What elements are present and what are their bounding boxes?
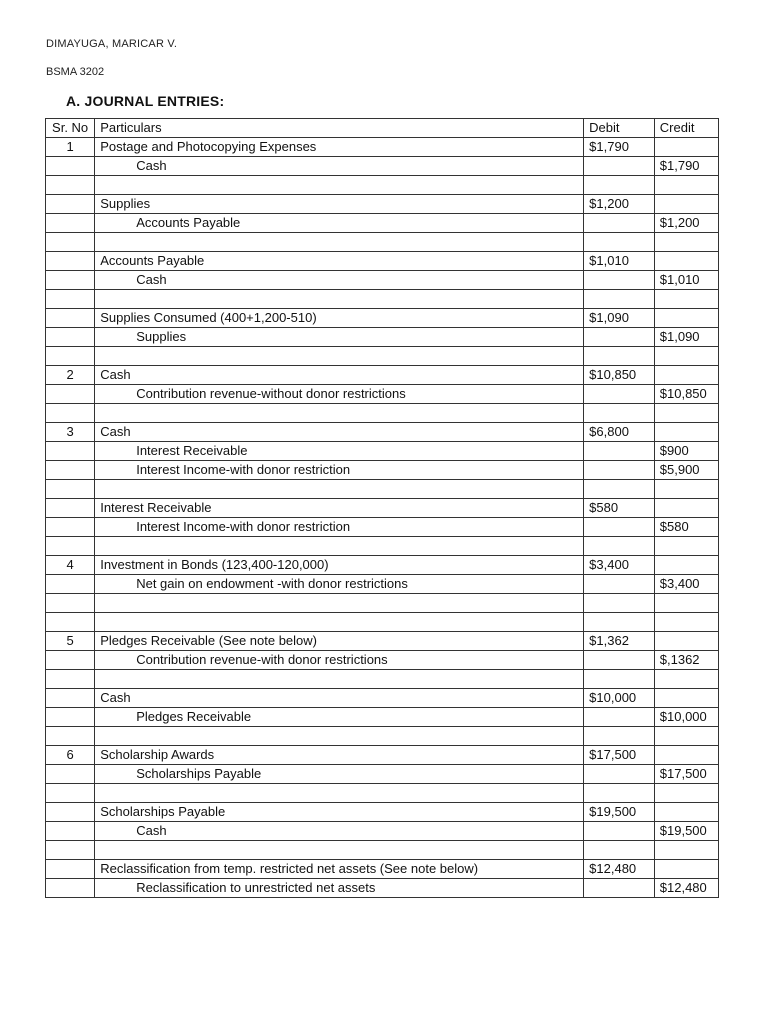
row-sr-no: [46, 822, 95, 841]
row-debit: $1,090: [584, 309, 655, 328]
header-particulars: Particulars: [95, 119, 584, 138]
particulars-text: Cash: [100, 367, 131, 382]
table-row: [46, 708, 719, 727]
particulars-text: Cash: [100, 424, 131, 439]
row-debit: [584, 613, 655, 632]
table-row: [46, 214, 719, 233]
row-sr-no: [46, 784, 95, 803]
row-credit: $1,790: [654, 157, 718, 176]
row-credit: [654, 195, 718, 214]
row-sr-no: [46, 670, 95, 689]
row-debit: [584, 290, 655, 309]
row-particulars: [95, 366, 584, 385]
row-sr-no: [46, 765, 95, 784]
row-particulars: [95, 860, 584, 879]
row-debit: [584, 461, 655, 480]
row-particulars: [95, 290, 584, 309]
row-sr-no: [46, 176, 95, 195]
row-particulars: [95, 157, 584, 176]
table-row: [46, 309, 719, 328]
row-credit: [654, 841, 718, 860]
row-debit: [584, 271, 655, 290]
row-particulars: [95, 632, 584, 651]
row-sr-no: [46, 499, 95, 518]
row-sr-no: [46, 461, 95, 480]
row-particulars: [95, 176, 584, 195]
row-credit: [654, 290, 718, 309]
row-sr-no: [46, 252, 95, 271]
table-row: [46, 613, 719, 632]
particulars-text: Interest Income-with donor restriction: [136, 519, 351, 534]
row-credit: [654, 537, 718, 556]
row-sr-no: 2: [46, 366, 95, 385]
row-credit: $12,480: [654, 879, 718, 898]
row-debit: [584, 404, 655, 423]
section-heading: A. JOURNAL ENTRIES:: [66, 93, 225, 109]
row-debit: [584, 328, 655, 347]
header-credit: Credit: [654, 119, 718, 138]
particulars-text: Pledges Receivable: [136, 709, 252, 724]
table-row: [46, 347, 719, 366]
header-row: [46, 119, 719, 138]
table-row: [46, 594, 719, 613]
row-credit: $3,400: [654, 575, 718, 594]
row-credit: [654, 746, 718, 765]
row-particulars: [95, 746, 584, 765]
row-particulars: [95, 328, 584, 347]
row-credit: [654, 556, 718, 575]
row-sr-no: [46, 575, 95, 594]
table-row: [46, 480, 719, 499]
row-debit: [584, 233, 655, 252]
row-particulars: [95, 385, 584, 404]
table-row: [46, 366, 719, 385]
row-sr-no: [46, 879, 95, 898]
row-sr-no: [46, 290, 95, 309]
row-credit: $19,500: [654, 822, 718, 841]
particulars-text: Supplies: [100, 196, 151, 211]
table-row: [46, 290, 719, 309]
row-credit: [654, 423, 718, 442]
table-row: [46, 385, 719, 404]
row-debit: [584, 518, 655, 537]
table-row: [46, 803, 719, 822]
row-debit: $19,500: [584, 803, 655, 822]
row-sr-no: [46, 727, 95, 746]
row-sr-no: [46, 480, 95, 499]
row-particulars: [95, 214, 584, 233]
row-credit: [654, 366, 718, 385]
row-debit: $1,362: [584, 632, 655, 651]
row-sr-no: [46, 271, 95, 290]
row-sr-no: [46, 233, 95, 252]
row-debit: [584, 442, 655, 461]
row-sr-no: 1: [46, 138, 95, 157]
particulars-text: Interest Receivable: [136, 443, 248, 458]
row-credit: $5,900: [654, 461, 718, 480]
table-row: [46, 423, 719, 442]
particulars-text: Scholarships Payable: [136, 766, 262, 781]
row-credit: [654, 499, 718, 518]
particulars-text: Contribution revenue-with donor restrictions: [136, 652, 388, 667]
header-sr-no: Sr. No: [46, 119, 95, 138]
table-row: [46, 404, 719, 423]
row-debit: $10,850: [584, 366, 655, 385]
journal-entries-table: [45, 118, 719, 898]
row-sr-no: [46, 860, 95, 879]
row-particulars: [95, 537, 584, 556]
row-debit: [584, 841, 655, 860]
row-credit: $1,200: [654, 214, 718, 233]
row-particulars: [95, 594, 584, 613]
particulars-text: Supplies: [136, 329, 187, 344]
row-debit: [584, 214, 655, 233]
row-debit: $1,200: [584, 195, 655, 214]
row-debit: [584, 670, 655, 689]
row-debit: $6,800: [584, 423, 655, 442]
table-row: [46, 651, 719, 670]
row-particulars: [95, 651, 584, 670]
table-row: [46, 176, 719, 195]
table-row: [46, 556, 719, 575]
row-sr-no: [46, 347, 95, 366]
row-particulars: [95, 689, 584, 708]
table-row: [46, 746, 719, 765]
row-sr-no: [46, 385, 95, 404]
table-row: [46, 499, 719, 518]
row-debit: $1,790: [584, 138, 655, 157]
row-sr-no: [46, 518, 95, 537]
particulars-text: Interest Income-with donor restriction: [136, 462, 351, 477]
row-particulars: [95, 233, 584, 252]
table-row: [46, 252, 719, 271]
row-particulars: [95, 404, 584, 423]
row-credit: [654, 347, 718, 366]
journal-body: [46, 119, 719, 898]
row-debit: $3,400: [584, 556, 655, 575]
table-row: [46, 328, 719, 347]
table-row: [46, 138, 719, 157]
row-credit: [654, 613, 718, 632]
row-debit: $580: [584, 499, 655, 518]
row-debit: $12,480: [584, 860, 655, 879]
row-particulars: [95, 784, 584, 803]
table-row: [46, 784, 719, 803]
row-debit: [584, 575, 655, 594]
row-particulars: [95, 822, 584, 841]
row-debit: [584, 879, 655, 898]
row-debit: [584, 480, 655, 499]
row-sr-no: [46, 537, 95, 556]
row-sr-no: [46, 442, 95, 461]
row-debit: [584, 594, 655, 613]
header-debit: Debit: [584, 119, 655, 138]
row-sr-no: [46, 328, 95, 347]
row-particulars: [95, 347, 584, 366]
row-sr-no: 3: [46, 423, 95, 442]
row-particulars: [95, 518, 584, 537]
row-credit: $1,010: [654, 271, 718, 290]
row-debit: [584, 347, 655, 366]
row-credit: [654, 233, 718, 252]
table-row: [46, 670, 719, 689]
row-credit: [654, 404, 718, 423]
row-particulars: [95, 670, 584, 689]
row-credit: $17,500: [654, 765, 718, 784]
particulars-text: Net gain on endowment -with donor restrictions: [136, 576, 408, 591]
table-row: [46, 233, 719, 252]
row-particulars: [95, 271, 584, 290]
row-debit: [584, 727, 655, 746]
row-credit: [654, 594, 718, 613]
table-row: [46, 442, 719, 461]
particulars-text: Investment in Bonds (123,400-120,000): [100, 557, 329, 572]
row-credit: $900: [654, 442, 718, 461]
particulars-text: Accounts Payable: [100, 253, 205, 268]
row-debit: [584, 176, 655, 195]
row-debit: [584, 784, 655, 803]
row-credit: [654, 138, 718, 157]
row-particulars: [95, 803, 584, 822]
row-particulars: [95, 499, 584, 518]
particulars-text: Cash: [136, 158, 167, 173]
row-sr-no: [46, 214, 95, 233]
row-sr-no: [46, 309, 95, 328]
row-particulars: [95, 195, 584, 214]
row-credit: [654, 803, 718, 822]
particulars-text: Cash: [136, 823, 167, 838]
table-row: [46, 195, 719, 214]
row-credit: [654, 176, 718, 195]
row-credit: [654, 252, 718, 271]
table-row: [46, 841, 719, 860]
table-row: [46, 822, 719, 841]
row-debit: [584, 651, 655, 670]
row-particulars: [95, 765, 584, 784]
author-name: DIMAYUGA, MARICAR V.: [46, 38, 178, 50]
row-credit: $10,850: [654, 385, 718, 404]
row-sr-no: [46, 195, 95, 214]
row-sr-no: [46, 594, 95, 613]
row-particulars: [95, 442, 584, 461]
row-debit: $10,000: [584, 689, 655, 708]
row-debit: [584, 708, 655, 727]
row-particulars: [95, 841, 584, 860]
table-row: [46, 879, 719, 898]
row-credit: $1,090: [654, 328, 718, 347]
row-particulars: [95, 252, 584, 271]
table-row: [46, 632, 719, 651]
row-particulars: [95, 708, 584, 727]
row-credit: [654, 689, 718, 708]
row-debit: $1,010: [584, 252, 655, 271]
row-credit: [654, 860, 718, 879]
row-debit: $17,500: [584, 746, 655, 765]
row-particulars: [95, 138, 584, 157]
particulars-text: Interest Receivable: [100, 500, 212, 515]
row-particulars: [95, 575, 584, 594]
row-credit: [654, 480, 718, 499]
row-sr-no: [46, 404, 95, 423]
section-code: BSMA 3202: [46, 66, 105, 78]
particulars-text: Supplies Consumed (400+1,200-510): [100, 310, 317, 325]
row-particulars: [95, 613, 584, 632]
particulars-text: Reclassification to unrestricted net assets: [136, 880, 376, 895]
row-debit: [584, 537, 655, 556]
particulars-text: Cash: [100, 690, 131, 705]
row-sr-no: [46, 803, 95, 822]
row-credit: [654, 727, 718, 746]
row-credit: [654, 632, 718, 651]
table-row: [46, 271, 719, 290]
row-credit: [654, 784, 718, 803]
particulars-text: Accounts Payable: [136, 215, 241, 230]
particulars-text: Reclassification from temp. restricted net assets (See note below): [100, 861, 479, 876]
table-row: [46, 518, 719, 537]
row-particulars: [95, 879, 584, 898]
row-sr-no: [46, 613, 95, 632]
particulars-text: Scholarships Payable: [100, 804, 226, 819]
table-row: [46, 537, 719, 556]
table-row: [46, 157, 719, 176]
table-row: [46, 727, 719, 746]
row-sr-no: [46, 841, 95, 860]
row-particulars: [95, 423, 584, 442]
row-sr-no: 5: [46, 632, 95, 651]
row-sr-no: 6: [46, 746, 95, 765]
row-debit: [584, 157, 655, 176]
table-row: [46, 689, 719, 708]
row-debit: [584, 765, 655, 784]
row-credit: $580: [654, 518, 718, 537]
row-sr-no: [46, 651, 95, 670]
particulars-text: Scholarship Awards: [100, 747, 215, 762]
particulars-text: Contribution revenue-without donor restrictions: [136, 386, 406, 401]
table-row: [46, 461, 719, 480]
particulars-text: Pledges Receivable (See note below): [100, 633, 318, 648]
row-sr-no: [46, 708, 95, 727]
particulars-text: Cash: [136, 272, 167, 287]
row-credit: $,1362: [654, 651, 718, 670]
row-debit: [584, 822, 655, 841]
row-debit: [584, 385, 655, 404]
row-credit: [654, 670, 718, 689]
row-particulars: [95, 556, 584, 575]
row-credit: $10,000: [654, 708, 718, 727]
row-sr-no: [46, 689, 95, 708]
particulars-text: Postage and Photocopying Expenses: [100, 139, 317, 154]
row-particulars: [95, 727, 584, 746]
row-particulars: [95, 480, 584, 499]
row-particulars: [95, 461, 584, 480]
table-row: [46, 860, 719, 879]
row-particulars: [95, 309, 584, 328]
row-sr-no: [46, 157, 95, 176]
row-credit: [654, 309, 718, 328]
table-row: [46, 765, 719, 784]
row-sr-no: 4: [46, 556, 95, 575]
table-row: [46, 575, 719, 594]
